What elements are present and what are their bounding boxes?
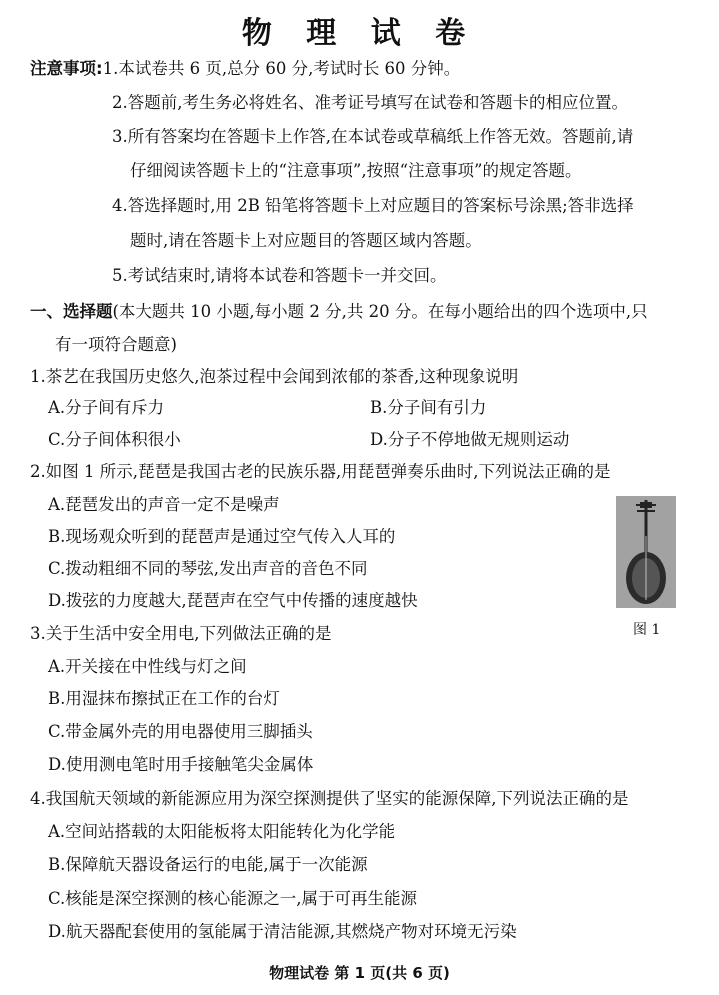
q1-option-b: B.分子间有引力 [370, 398, 487, 417]
q2-option-c: C.拨动粗细不同的琴弦,发出声音的音色不同 [48, 559, 368, 578]
section-desc-1: (本大题共 10 小题,每小题 2 分,共 20 分。在每小题给出的四个选项中,只 [112, 302, 648, 321]
page-footer: 物理试卷 第 1 页(共 6 页) [269, 964, 450, 982]
q3-option-d: D.使用测电笔时用手接触笔尖金属体 [48, 755, 314, 774]
section-heading-line [30, 301, 648, 323]
q3-option-a: A.开关接在中性线与灯之间 [48, 657, 247, 676]
q4-option-c: C.核能是深空探测的核心能源之一,属于可再生能源 [48, 889, 418, 908]
q4-option-a: A.空间站搭载的太阳能板将太阳能转化为化学能 [48, 822, 396, 841]
q1-option-d: D.分子不停地做无规则运动 [370, 430, 570, 449]
q3-option-b: B.用湿抹布擦拭正在工作的台灯 [48, 689, 280, 708]
notes-item-1: 1.本试卷共 6 页,总分 60 分,考试时长 60 分钟。 [102, 59, 461, 78]
q4-option-b: B.保障航天器设备运行的电能,属于一次能源 [48, 855, 368, 874]
notes-item-5: 5.考试结束时,请将本试卷和答题卡一并交回。 [112, 266, 447, 285]
notes-line-1 [30, 58, 460, 80]
pipa-image [616, 496, 676, 608]
q1-option-c: C.分子间体积很小 [48, 430, 181, 449]
notes-item-4-cont: 题时,请在答题卡上对应题目的答题区域内答题。 [130, 231, 482, 250]
notes-label: 注意事项: [30, 59, 103, 78]
q2-option-d: D.拨弦的力度越大,琵琶声在空气中传播的速度越快 [48, 591, 418, 610]
figure-1-label: 图 1 [633, 622, 661, 638]
notes-item-4: 4.答选择题时,用 2B 铅笔将答题卡上对应题目的答案标号涂黑;答非选择 [112, 196, 634, 215]
q1-stem: 1.茶艺在我国历史悠久,泡茶过程中会闻到浓郁的茶香,这种现象说明 [30, 367, 519, 386]
q3-stem: 3.关于生活中安全用电,下列做法正确的是 [30, 624, 332, 643]
notes-item-2: 2.答题前,考生务必将姓名、准考证号填写在试卷和答题卡的相应位置。 [112, 93, 628, 112]
notes-item-3: 3.所有答案均在答题卡上作答,在本试卷或草稿纸上作答无效。答题前,请 [112, 127, 634, 146]
page-title: 物 理 试 卷 [241, 16, 478, 51]
notes-item-3-cont: 仔细阅读答题卡上的“注意事项”,按照“注意事项”的规定答题。 [130, 161, 582, 180]
q2-option-a: A.琵琶发出的声音一定不是噪声 [48, 495, 280, 514]
q1-option-a: A.分子间有斥力 [48, 398, 165, 417]
section-desc-2: 有一项符合题意) [55, 335, 177, 354]
q3-option-c: C.带金属外壳的用电器使用三脚插头 [48, 722, 313, 741]
q2-stem: 2.如图 1 所示,琵琶是我国古老的民族乐器,用琵琶弹奏乐曲时,下列说法正确的是 [30, 462, 611, 481]
section-heading: 一、选择题 [30, 302, 113, 321]
q2-option-b: B.现场观众听到的琵琶声是通过空气传入人耳的 [48, 527, 396, 546]
q4-stem: 4.我国航天领域的新能源应用为深空探测提供了坚实的能源保障,下列说法正确的是 [30, 789, 629, 808]
q4-option-d: D.航天器配套使用的氢能属于清洁能源,其燃烧产物对环境无污染 [48, 922, 517, 941]
